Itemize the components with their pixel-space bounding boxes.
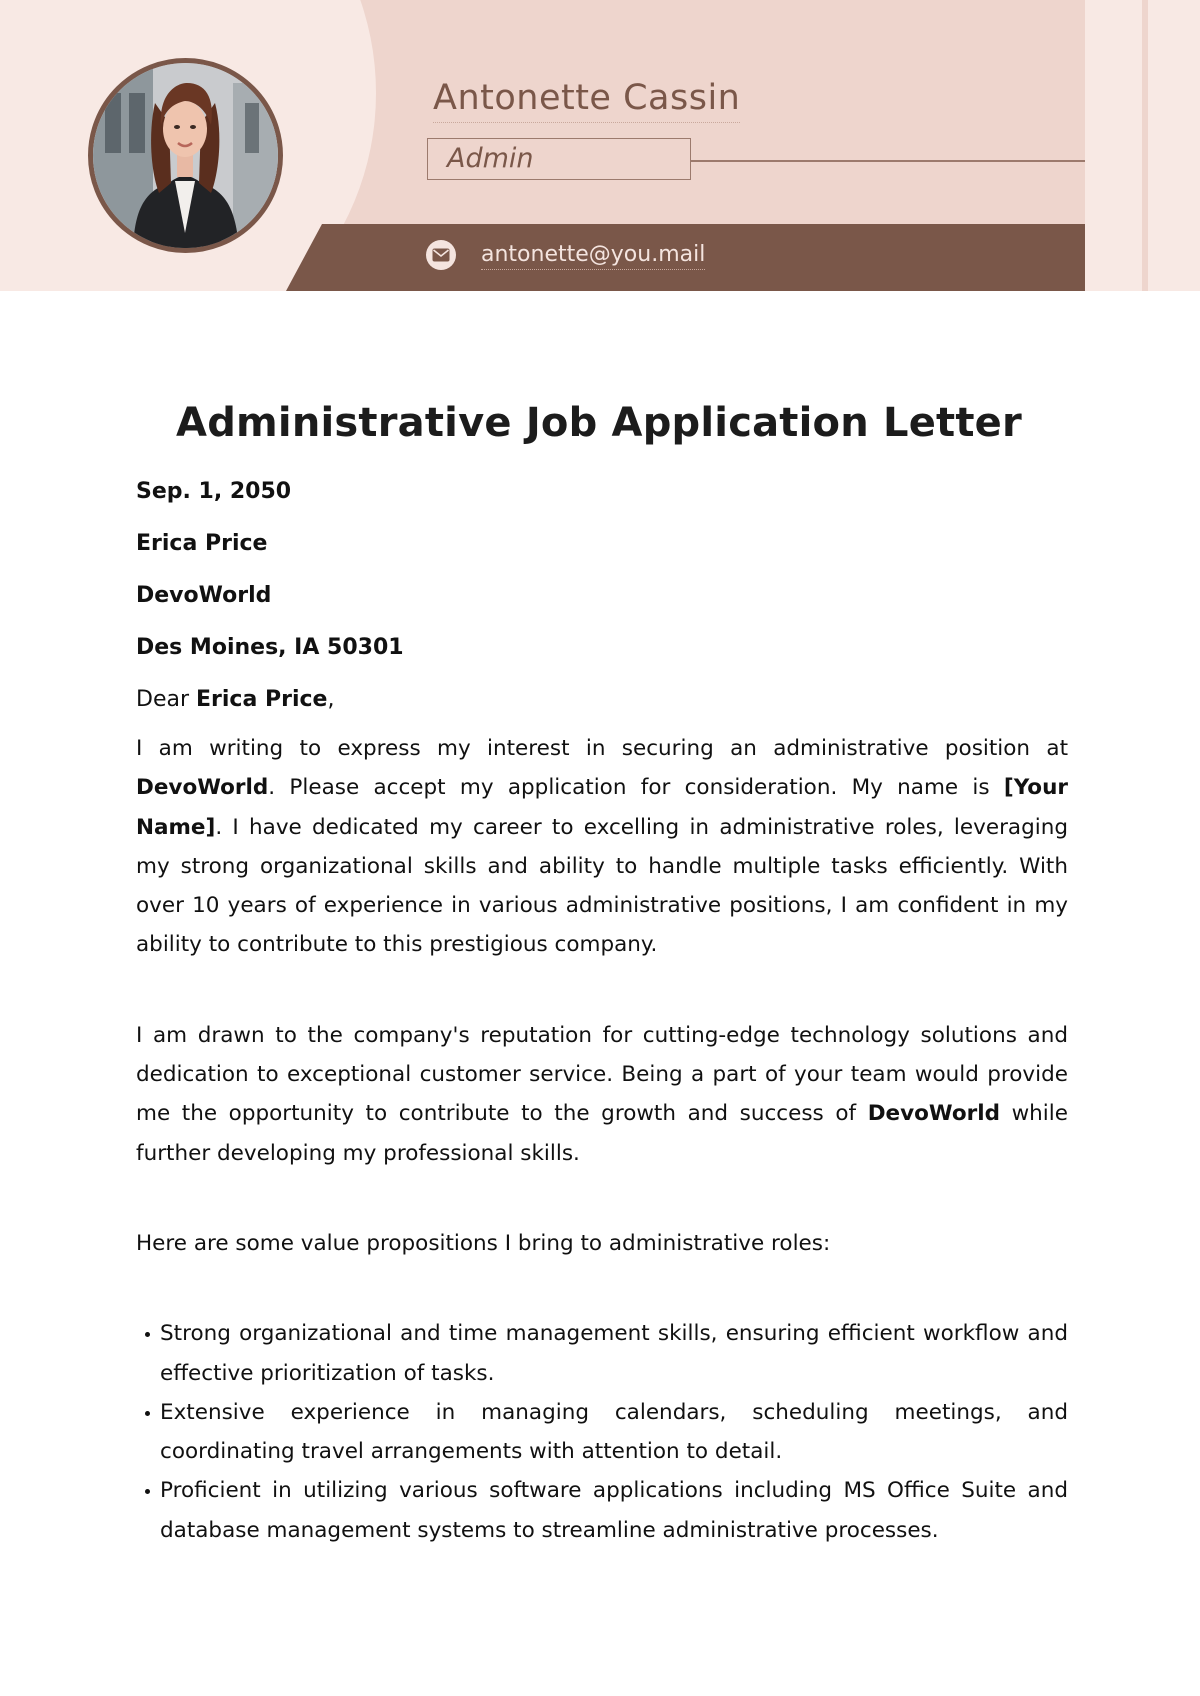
salutation xyxy=(136,686,1068,713)
propositions-list xyxy=(136,1314,1068,1550)
intro-text-3: . I have dedicated my career to excelling in administrative roles, leveraging my strong organizational skills and ability to handle multiple tasks efficiently. With over 10 years of experience in various administrative positions, I am confident in my ability to contribute to this prestigious company. xyxy=(136,814,1068,958)
intro-company: DevoWorld xyxy=(136,775,269,801)
letter-title: Administrative Job Application Letter xyxy=(176,400,1022,446)
letter-date: Sep. 1, 2050 xyxy=(136,479,292,504)
mail-icon xyxy=(426,240,456,270)
applicant-role: Admin xyxy=(427,138,691,180)
intro-text-1: I am writing to express my interest in securing an administrative position at xyxy=(136,736,1068,761)
intro-paragraph xyxy=(136,729,1068,965)
letter-header xyxy=(0,0,1200,291)
salutation-name: Erica Price xyxy=(196,687,328,712)
salutation-suffix: , xyxy=(327,687,335,712)
header-side-stripe xyxy=(1085,0,1142,291)
list-item: Extensive experience in managing calendars, scheduling meetings, and coordinating travel arrangements with attention to detail. xyxy=(160,1393,1068,1472)
portrait-image xyxy=(93,63,278,248)
header-side-stripe xyxy=(1148,0,1200,291)
intro-text-2: . Please accept my application for consideration. My name is xyxy=(268,775,1004,801)
motivation-company: DevoWorld xyxy=(867,1101,1000,1127)
recipient-name: Erica Price xyxy=(136,531,268,556)
list-item: Proficient in utilizing various software applications including MS Office Suite and database management systems to streamline administrative processes. xyxy=(160,1471,1068,1550)
motivation-text-1: I am drawn to the company's reputation for cutting-edge technology solutions and dedication to exceptional customer service. Being a part of your team would provide me the opportunity to contribute to the growth and success of xyxy=(136,1022,1068,1127)
applicant-email[interactable]: antonette@you.mail xyxy=(481,242,705,270)
intro-your-name: [Your Name] xyxy=(136,775,1068,840)
motivation-text-2: while further developing my professional skills. xyxy=(136,1101,1068,1166)
list-item: Strong organizational and time management skills, ensuring efficient workflow and effective prioritization of tasks. xyxy=(160,1314,1068,1393)
profile-photo xyxy=(88,58,283,253)
letter-body xyxy=(136,400,1068,1550)
recipient-company: DevoWorld xyxy=(136,583,272,608)
salutation-prefix: Dear xyxy=(136,687,196,712)
applicant-name: Antonette Cassin xyxy=(433,78,740,123)
role-divider-line xyxy=(691,160,1085,162)
propositions-intro: Here are some value propositions I bring to administrative roles: xyxy=(136,1230,831,1256)
motivation-paragraph xyxy=(136,1016,1068,1173)
recipient-address: Des Moines, IA 50301 xyxy=(136,635,404,660)
